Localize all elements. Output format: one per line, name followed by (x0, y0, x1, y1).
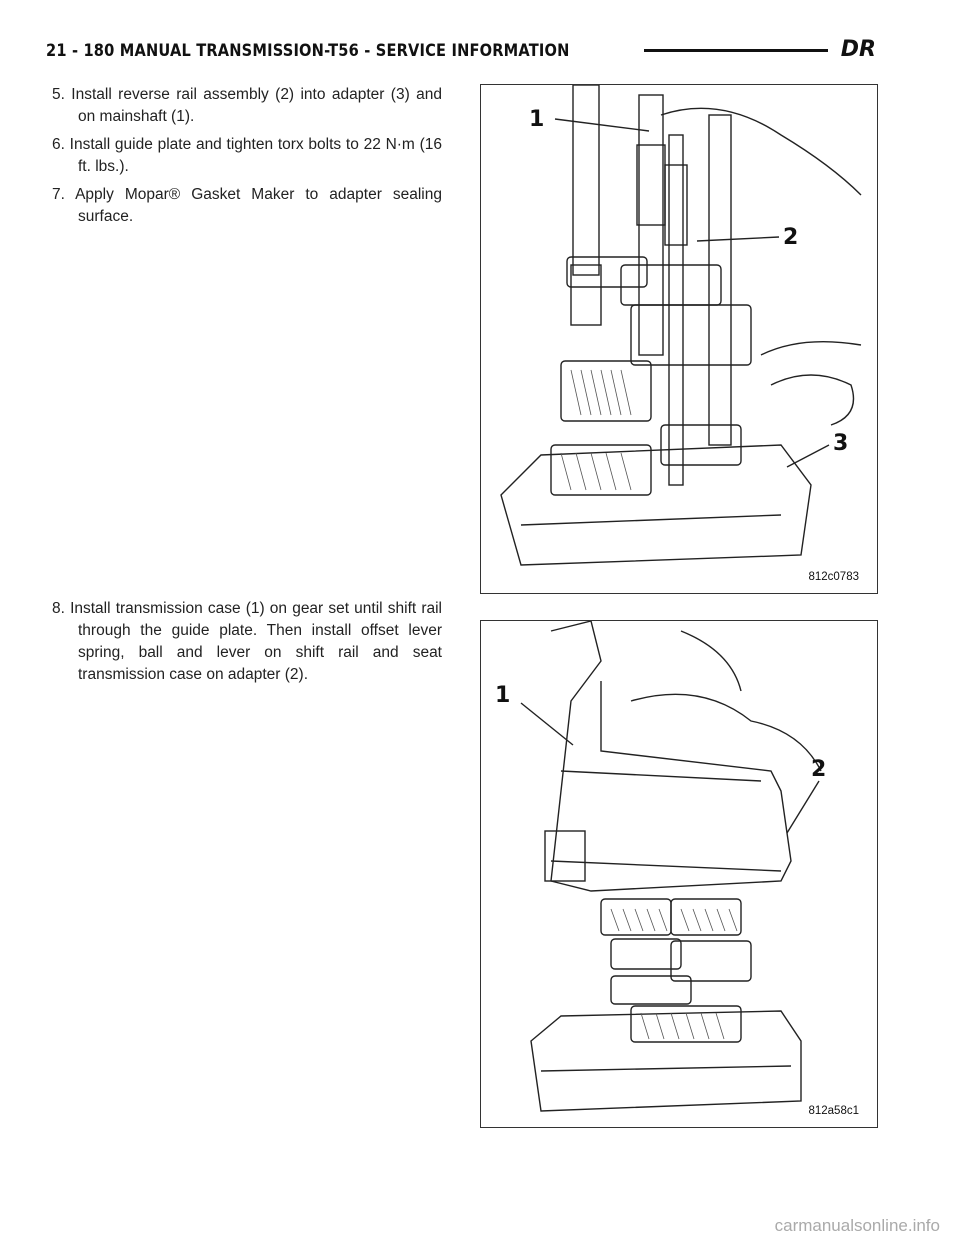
figure-reverse-rail (480, 84, 878, 594)
callout-1: 1 (495, 683, 511, 708)
watermark: carmanualsonline.info (774, 1216, 940, 1235)
steps-top (52, 84, 442, 234)
step-5: 5. Install reverse rail assembly (2) into adapter (3) and on mainshaft (1). (52, 86, 442, 125)
step-6: 6. Install guide plate and tighten torx bolts to 22 N·m (16 ft. lbs.). (52, 136, 442, 175)
transmission-case-illustration (481, 621, 877, 1127)
figure-code: 812a58c1 (808, 1105, 859, 1117)
callout-1: 1 (529, 107, 545, 132)
reverse-rail-illustration (481, 85, 877, 593)
step-8: 8. Install transmission case (1) on gear set until shift rail through the guide plate. Then install offset lever spring, ball and lever on shift rail and seat transmission case on adapter (2). (52, 600, 442, 683)
step-7: 7. Apply Mopar® Gasket Maker to adapter sealing surface. (52, 186, 442, 225)
dr-logo: DR (840, 37, 876, 62)
callout-3: 3 (833, 431, 849, 456)
steps-bottom (52, 598, 442, 692)
page-header (46, 36, 876, 66)
figure-transmission-case (480, 620, 878, 1128)
callout-2: 2 (783, 225, 799, 250)
figure-code: 812c0783 (808, 571, 859, 583)
page-title: 21 - 180 MANUAL TRANSMISSION-T56 - SERVICE INFORMATION (46, 41, 570, 61)
callout-2: 2 (811, 757, 827, 782)
header-rule (644, 49, 828, 52)
